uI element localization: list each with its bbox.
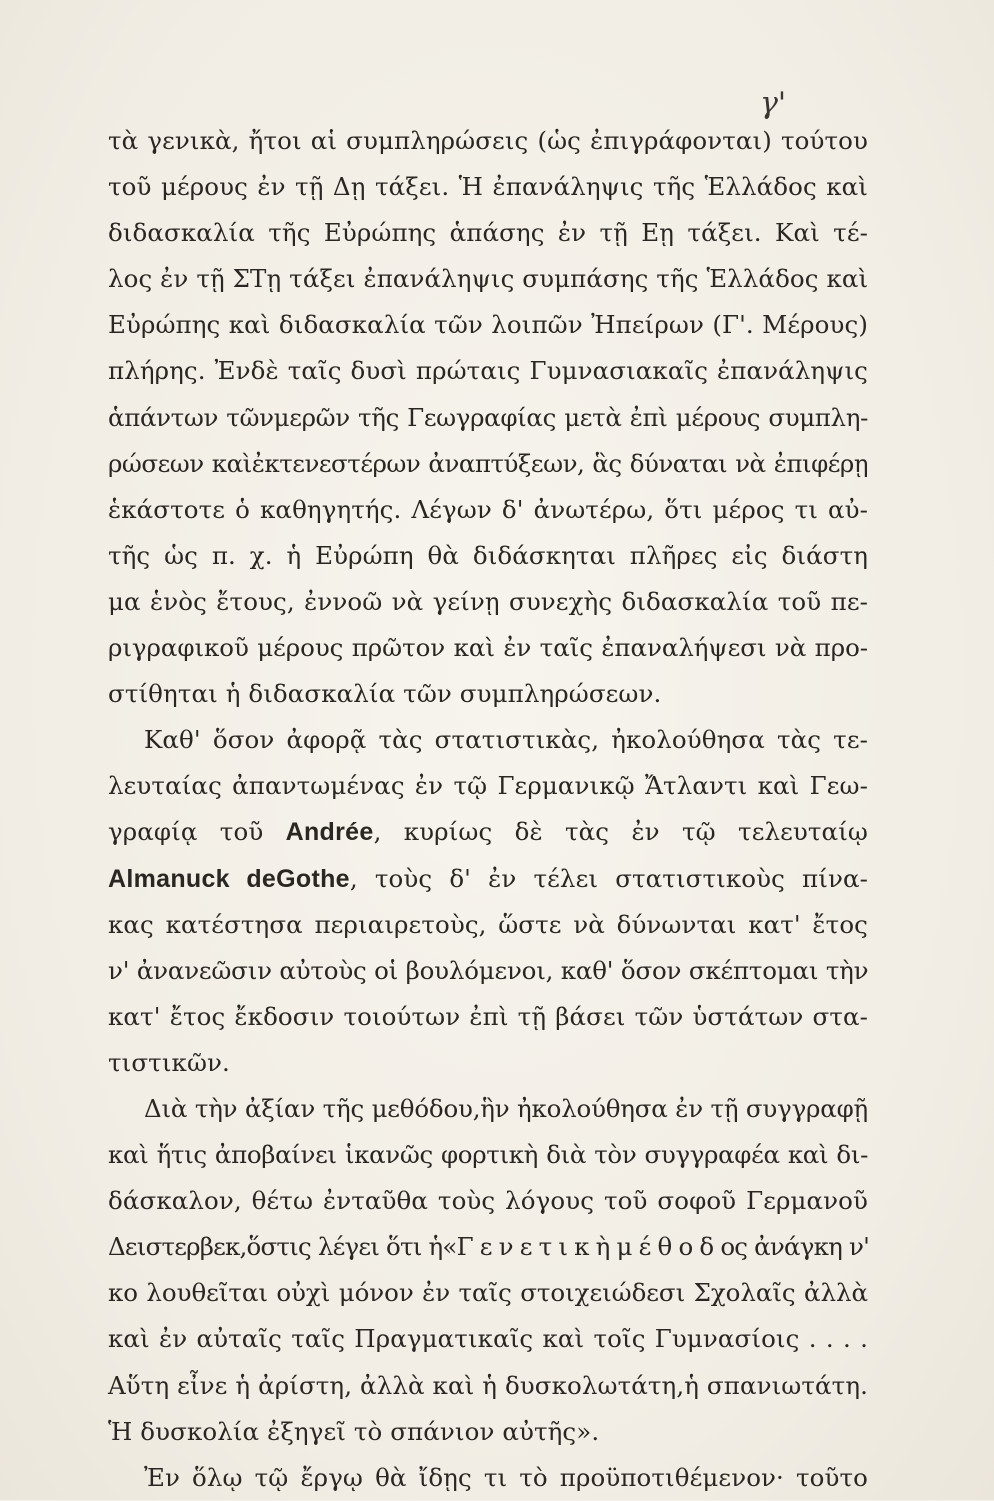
text-line: ριγραφικοῦ μέρους πρῶτον καὶ ἐν ταῖς ἐπαναλήψεσι νὰ προ- <box>108 633 868 663</box>
text-line <box>108 809 868 855</box>
text-line: διδασκαλία τῆς Εὐρώπης ἁπάσης ἐν τῇ Εῃ τάξει. Καὶ τέ- <box>108 218 868 248</box>
text-line: κας κατέστησα περιαιρετοὺς, ὥστε νὰ δύνωνται κατ' ἔτος <box>108 909 868 939</box>
text-line: λευταίας ἀπαντωμένας ἐν τῷ Γερμανικῷ Ἄτλαντι καὶ Γεω- <box>108 771 868 801</box>
text-line: κο λουθεῖται οὐχὶ μόνον ἐν ταῖς στοιχειώδεσι Σχολαῖς ἀλλὰ <box>108 1278 868 1308</box>
text-line: Αὕτη εἶνε ἡ ἀρίστη, ἀλλὰ καὶ ἡ δυσκολωτάτη,ἡ σπανιωτάτη. <box>108 1370 868 1400</box>
text-line: ν' ἀνανεῶσιν αὐτοὺς οἱ βουλόμενοι, καθ' ὅσον σκέπτομαι τὴν <box>108 955 869 985</box>
text-line: καὶ ἥτις ἀποβαίνει ἱκανῶς φορτικὴ διὰ τὸν συγγραφέα καὶ δι- <box>108 1140 868 1170</box>
text-line: πλήρης. Ἐνδὲ ταῖς δυσὶ πρώταις Γυμνασιακαῖς ἐπανάληψις <box>108 356 868 386</box>
text-line: λος ἐν τῇ ΣΤῃ τάξει ἐπανάληψις συμπάσης τῆς Ἑλλάδος καὶ <box>108 264 869 294</box>
page-number: γ' <box>760 86 787 121</box>
text-line: Διὰ τὴν ἀξίαν τῆς μεθόδου,ἣν ἠκολούθησα ἐν τῇ συγγραφῇ <box>144 1093 868 1123</box>
text-line: Ἡ δυσκολία ἐξηγεῖ τὸ σπάνιον αὐτῆς». <box>108 1416 600 1446</box>
text-line <box>108 856 868 902</box>
text-line: στίθηται ἡ διδασκαλία τῶν συμπληρώσεων. <box>108 679 662 709</box>
text-line: Καθ' ὅσον ἀφορᾷ τὰς στατιστικὰς, ἠκολούθησα τὰς τε- <box>144 725 868 755</box>
text-segment: γραφίᾳ τοῦ <box>108 817 286 847</box>
text-line: Εὐρώπης καὶ διδασκαλία τῶν λοιπῶν Ἠπείρων (Γ'. Μέρους) <box>108 310 868 340</box>
body-text <box>108 118 868 1501</box>
bold-title: Andrée <box>285 818 374 847</box>
text-segment: , τοὺς δ' ἐν τέλει στατιστικοὺς πίνα- <box>349 863 868 893</box>
text-segment: , κυρίως δὲ τὰς ἐν τῷ τελευταίῳ <box>373 817 868 847</box>
text-line: τῆς ὡς π. χ. ἡ Εὐρώπη θὰ διδάσκηται πλῆρες εἰς διάστη <box>108 540 868 570</box>
text-line: Ἐν ὅλῳ τῷ ἔργῳ θὰ ἴδῃς τι τὸ προϋποτιθέμενον· τοῦτο <box>144 1462 868 1492</box>
text-line: τοῦ μέρους ἐν τῇ Δῃ τάξει. Ἡ ἐπανάληψις τῆς Ἑλλάδος καὶ <box>108 172 868 202</box>
text-line: δάσκαλον, θέτω ἐνταῦθα τοὺς λόγους τοῦ σοφοῦ Γερμανοῦ <box>108 1186 868 1216</box>
text-line: τὰ γενικὰ, ἤτοι αἱ συμπληρώσεις (ὡς ἐπιγράφονται) τούτου <box>108 126 868 155</box>
text-line: ἑκάστοτε ὁ καθηγητής. Λέγων δ' ἀνωτέρω, ὅτι μέρος τι αὐ- <box>108 494 868 524</box>
bold-title: Almanuck deGothe <box>108 864 350 893</box>
text-line: ρώσεων καὶἐκτενεστέρων ἀναπτύξεων, ἃς δύναται νὰ ἐπιφέρῃ <box>108 448 868 478</box>
text-line: μα ἑνὸς ἔτους, ἐννοῶ νὰ γείνῃ συνεχὴς διδασκαλία τοῦ πε- <box>108 586 868 616</box>
text-line: κατ' ἔτος ἔκδοσιν τοιούτων ἐπὶ τῇ βάσει τῶν ὑστάτων στα- <box>108 1001 868 1031</box>
text-line: ἁπάντων τῶνμερῶν τῆς Γεωγραφίας μετὰ ἐπὶ μέρους συμπλη- <box>108 402 868 432</box>
text-line: τιστικῶν. <box>108 1047 230 1077</box>
text-line: καὶ ἐν αὐταῖς ταῖς Πραγματικαῖς καὶ τοῖς Γυμνασίοις . . . . <box>108 1324 868 1354</box>
text-line: Δειστερβεκ,ὅστις λέγει ὅτι ἡ«Γ ε ν ε τ ι κ ὴ μ έ θ ο δ ος ἀνάγκη ν' <box>108 1232 870 1262</box>
